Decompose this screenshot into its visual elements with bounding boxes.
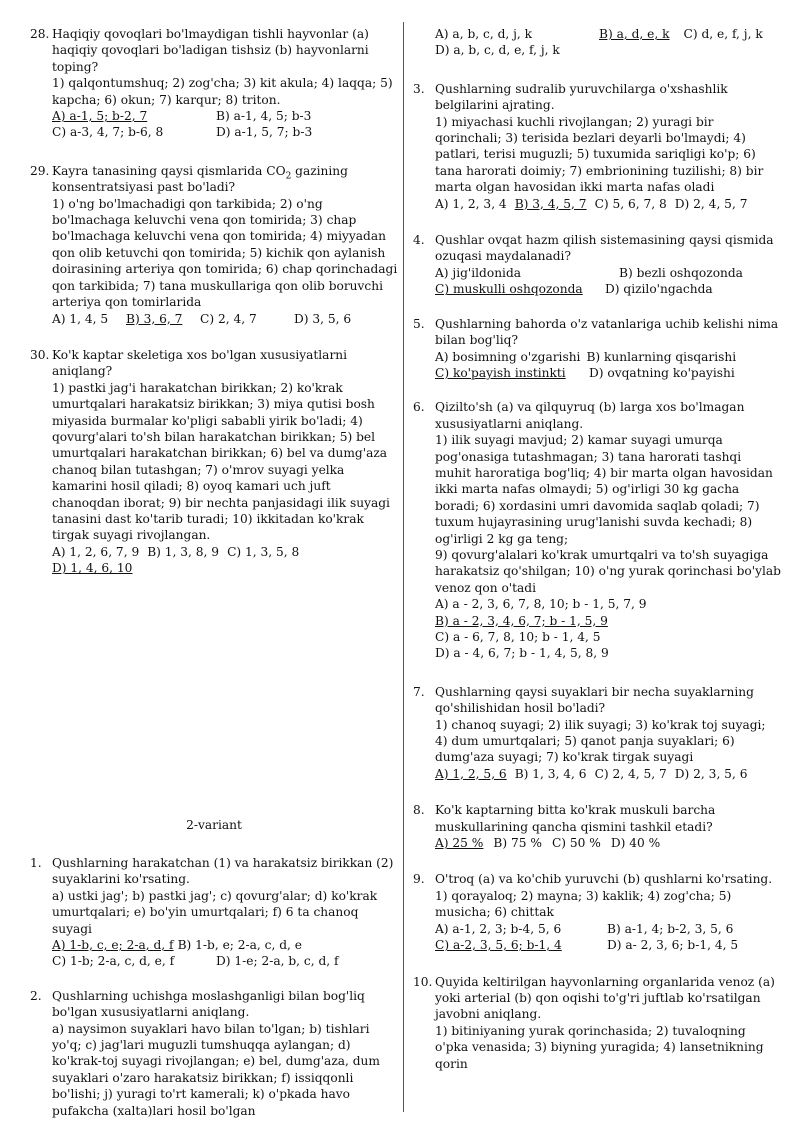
- question-number: 9.: [413, 872, 425, 887]
- option-a: A) a - 2, 3, 6, 7, 8, 10; b - 1, 5, 7, 9: [435, 597, 647, 612]
- question-6: [413, 399, 781, 662]
- answer-options: [435, 835, 781, 851]
- option-b: B) a-1, 4; b-2, 3, 5, 6: [607, 921, 734, 936]
- option-c: C) d, e, f, j, k: [683, 27, 763, 41]
- option-c: C) muskulli oshqozonda: [435, 282, 583, 297]
- question-number: 6.: [413, 400, 425, 415]
- question-items: 1) bitiniyaning yurak qorinchasida; 2) tuvaloqning o'pka venasida; 3) biyning yuragida; 4) lansetnikning qorin: [435, 1023, 764, 1071]
- option-d: D) a- 2, 3, 6; b-1, 4, 5: [607, 938, 739, 953]
- question-items-continued: 9) qovurg'alalari ko'krak umurtqalri va to'sh suyagiga harakatsiz qo'shilgan; 10) o'ng yurak qorinchasi bo'ylab venoz qon o'tadi: [435, 547, 781, 595]
- question-28: [30, 26, 398, 141]
- question-number: 7.: [413, 684, 425, 699]
- option-d: D) a - 4, 6, 7; b - 1, 4, 5, 8, 9: [435, 646, 609, 661]
- option-d: D) 3, 5, 6: [294, 311, 352, 326]
- option-b: B) a-1, 4, 5; b-3: [216, 109, 312, 124]
- option-c: C) 1-b; 2-a, c, d, e, f: [52, 954, 175, 969]
- answer-options: [435, 265, 781, 298]
- question-text: Qushlarning qaysi suyaklari bir necha suyaklarning qo'shilishidan hosil bo'ladi?: [435, 684, 754, 716]
- option-a: A) 1, 4, 5: [52, 311, 109, 326]
- option-b: B) 1-b, e; 2-a, c, d, e: [177, 938, 303, 953]
- question-8: [413, 802, 781, 851]
- option-b: B) kunlarning qisqarishi: [586, 349, 737, 364]
- answer-options: [52, 937, 398, 970]
- option-d: D) 2, 3, 5, 6: [674, 766, 748, 781]
- option-b: B) bezli oshqozonda: [619, 265, 743, 280]
- option-a: A) a-1, 5; b-2, 7: [52, 109, 148, 124]
- question-text: Qushlarning harakatchan (1) va harakatsiz birikkan (2) suyaklarini ko'rsating.: [52, 856, 394, 887]
- option-c: C) 50 %: [551, 836, 601, 851]
- question-2: [30, 988, 398, 1119]
- question-7: [413, 684, 781, 782]
- question-items: 1) qorayaloq; 2) mayna; 3) kaklik; 4) zog'cha; 5) musicha; 6) chittak: [435, 888, 732, 920]
- question-text: Qushlarning bahorda o'z vatanlariga uchib kelishi nima bilan bog'liq?: [435, 316, 779, 348]
- variant-heading: 2-variant: [186, 817, 242, 832]
- question-10: [413, 974, 781, 1072]
- option-b: B) 75 %: [493, 836, 542, 851]
- question-text: O'troq (a) va ko'chib yuruvchi (b) qushlarni ko'rsating.: [435, 872, 773, 887]
- question-30: [30, 347, 398, 577]
- option-d: D) 40 %: [610, 836, 661, 851]
- option-a: A) 1, 2, 5, 6: [435, 766, 507, 781]
- question-text: Qushlarning uchishga moslashganligi bilan bog'liq bo'lgan xususiyatlarni aniqlang.: [52, 988, 365, 1020]
- option-b: B) 1, 3, 4, 6: [514, 766, 587, 781]
- question-items: 1) ilik suyagi mavjud; 2) kamar suyagi umurqa pog'onasiga tutashmagan; 3) tana harorati tashqi muhit haroratiga bog'liq; 4) bir marta olgan havosidan ikki marta nafas olmaydi; 5) og'irligi 30 kg gacha boradi; 6) xordasini umri davomida saqlab qoladi; 7) tuxum hujayrasining urug'lanishi suvda kechadi; 8) og'irligi 2 kg ga teng;: [435, 433, 773, 546]
- question-29: [30, 163, 398, 327]
- option-a: A) 1, 2, 3, 4: [435, 196, 507, 211]
- option-d: D) 1-e; 2-a, b, c, d, f: [216, 954, 339, 969]
- question-text: Haqiqiy qovoqlari bo'lmaydigan tishli hayvonlar (a) haqiqiy qovoqlari bo'ladigan tishsiz (b) hayvonlarni toping?: [52, 27, 369, 74]
- answer-options: [435, 26, 781, 59]
- question-items: 1) chanoq suyagi; 2) ilik suyagi; 3) ko'krak toj suyagi; 4) dum umurtqalari; 5) qanot panja suyaklari; 6) dumg'aza suyagi; 7) ko'krak tirgak suyagi: [435, 717, 766, 765]
- question-number: 4.: [413, 233, 425, 248]
- answer-options: [52, 544, 398, 577]
- answer-options: [52, 311, 398, 327]
- question-number: 1.: [30, 856, 42, 870]
- option-c: C) 5, 6, 7, 8: [594, 196, 667, 211]
- answer-options: [435, 196, 781, 212]
- right-column: [413, 26, 781, 1086]
- option-d: D) 1, 4, 6, 10: [52, 561, 133, 576]
- option-c: C) 1, 3, 5, 8: [227, 544, 300, 559]
- option-c: C) a-2, 3, 5, 6; b-1, 4: [435, 938, 562, 953]
- question-number: 29.: [30, 163, 50, 178]
- option-a: A) 25 %: [435, 836, 484, 851]
- column-divider: [403, 22, 404, 1112]
- question-text: Qushlar ovqat hazm qilish sistemasining qaysi qismida ozuqasi maydalanadi?: [435, 233, 774, 264]
- question-4: [413, 232, 781, 298]
- option-b: B) 1, 3, 8, 9: [147, 544, 220, 559]
- option-d: D) a, b, c, d, e, f, j, k: [435, 43, 560, 58]
- option-b: B) a - 2, 3, 4, 6, 7; b - 1, 5, 9: [435, 613, 608, 628]
- answer-options: [435, 766, 781, 782]
- question-2-options: [413, 26, 781, 59]
- question-items: a) naysimon suyaklari havo bilan to'lgan; b) tishlari yo'q; c) jag'lari muguzli tumshuqqa aylangan; d) ko'krak-toj suyagi rivojlangan; e) bel, dumg'aza, dum suyaklari o'zaro harakatsiz birikkan; f) issiqqonli bo'lishi; j) yuragi to'rt kamerali; k) o'pkada havo pufakcha (xalta)lari hosil bo'lgan: [52, 1021, 380, 1118]
- option-d: D) a-1, 5, 7; b-3: [216, 125, 313, 140]
- option-b: B) 3, 6, 7: [126, 311, 183, 326]
- question-items: 1) pastki jag'i harakatchan birikkan; 2) ko'krak umurtqalari harakatsiz birikkan; 3) miya qutisi bosh miyasida burmalar ko'pligi sababli yirik bo'ladi; 4) qovurg'alari to'sh bilan harakatchan birikkan; 5) bel umurtqalari harakatchan birikkan; 6) bel va dumg'aza chanoq bilan tutashgan; 7) o'mrov suyagi yelka kamarini hosil qiladi; 8) oyoq kamari uch juft chanoqdan iborat; 9) bir nechta panjasidagi ilik suyagi tanasini dast ko'tarib turadi; 10) ikkitadan ko'krak tirgak suyagi rivojlangan.: [52, 380, 390, 543]
- option-c: C) 2, 4, 7: [200, 311, 257, 326]
- left-column: [30, 26, 398, 1133]
- option-d: D) qizilo'ngachda: [605, 282, 713, 297]
- blank-space: [30, 591, 398, 761]
- question-text: Kayra tanasining qaysi qismlarida $CO_2$ gazining konsentratsiyasi past bo'ladi?: [52, 163, 348, 195]
- question-number: 5.: [413, 316, 425, 331]
- question-text: Ko'k kaptarning bitta ko'krak muskuli barcha muskullarining qancha qismini tashkil etadi?: [435, 803, 716, 834]
- question-1: [30, 855, 398, 970]
- question-3: [413, 81, 781, 212]
- option-a: A) a, b, c, d, j, k: [435, 27, 533, 41]
- question-text: Quyida keltirilgan hayvonlarning organlarida venoz (a) yoki arterial (b) qon oqishi to'g'ri juftlab ko'rsatilgan javobni aniqlang.: [435, 974, 775, 1022]
- option-c: C) 2, 4, 5, 7: [594, 766, 667, 781]
- question-text: Qushlarning sudralib yuruvchilarga o'xshashlik belgilarini ajrating.: [435, 81, 728, 113]
- question-items: 1) o'ng bo'lmachadigi qon tarkibida; 2) o'ng bo'lmachaga keluvchi vena qon tomirida; 3) chap bo'lmachaga keluvchi vena qon tomirida; 4) miyyadan qon olib ketuvchi qon tomirida; 5) kichik qon aylanish doirasining arteriya qon tomirida; 6) chap qorinchadagi qon tarkibida; 7) tana muskullariga qon olib boruvchi arteriya qon tomirlarida: [52, 196, 398, 310]
- option-d: D) ovqatning ko'payishi: [589, 365, 735, 380]
- question-9: [413, 871, 781, 953]
- option-a: A) bosimning o'zgarishi: [435, 349, 581, 364]
- question-number: 8.: [413, 803, 425, 818]
- question-number: 30.: [30, 347, 50, 362]
- option-a: A) 1-b, c, e; 2-a, d, f: [52, 938, 174, 953]
- option-b: B) 3, 4, 5, 7: [514, 196, 587, 211]
- option-a: A) 1, 2, 6, 7, 9: [52, 544, 140, 559]
- question-items: 1) qalqontumshuq; 2) zog'cha; 3) kit akula; 4) laqqa; 5) kapcha; 6) okun; 7) karqur; 8) triton.: [52, 76, 393, 107]
- question-number: 10.: [413, 974, 433, 989]
- question-5: [413, 316, 781, 382]
- answer-options: [52, 108, 398, 141]
- answer-options: [435, 921, 781, 954]
- option-a: A) a-1, 2, 3; b-4, 5, 6: [435, 921, 562, 936]
- option-d: D) 2, 4, 5, 7: [674, 196, 748, 211]
- option-a: A) jig'ildonida: [435, 265, 522, 280]
- question-number: 2.: [30, 988, 42, 1003]
- question-text: Ko'k kaptar skeletiga xos bo'lgan xususiyatlarni aniqlang?: [52, 347, 348, 379]
- option-c: C) a - 6, 7, 8, 10; b - 1, 4, 5: [435, 630, 601, 644]
- question-number: 28.: [30, 27, 50, 41]
- answer-options: [435, 349, 781, 382]
- option-b: B) a, d, e, k: [599, 27, 670, 41]
- question-items: a) ustki jag'; b) pastki jag'; c) qovurg'alar; d) ko'krak umurtqalari; e) bo'yin umurtqalari; f) 6 ta chanoq suyagi: [52, 888, 378, 936]
- option-c: C) ko'payish instinkti: [435, 365, 566, 380]
- question-text: Qizilto'sh (a) va qilquyruq (b) larga xos bo'lmagan xususiyatlarni aniqlang.: [435, 400, 745, 431]
- question-number: 3.: [413, 81, 425, 96]
- question-items: 1) miyachasi kuchli rivojlangan; 2) yuragi bir qorinchali; 3) terisida bezlari deyarli bo'lmaydi; 4) patlari, terisi muguzli; 5) tuxumida sariqligi ko'p; 6) tana harorati doimiy; 7) embrionining tuzilishi; 8) bir marta olgan havosidan ikki marta nafas oladi: [435, 114, 764, 195]
- option-c: C) a-3, 4, 7; b-6, 8: [52, 125, 164, 140]
